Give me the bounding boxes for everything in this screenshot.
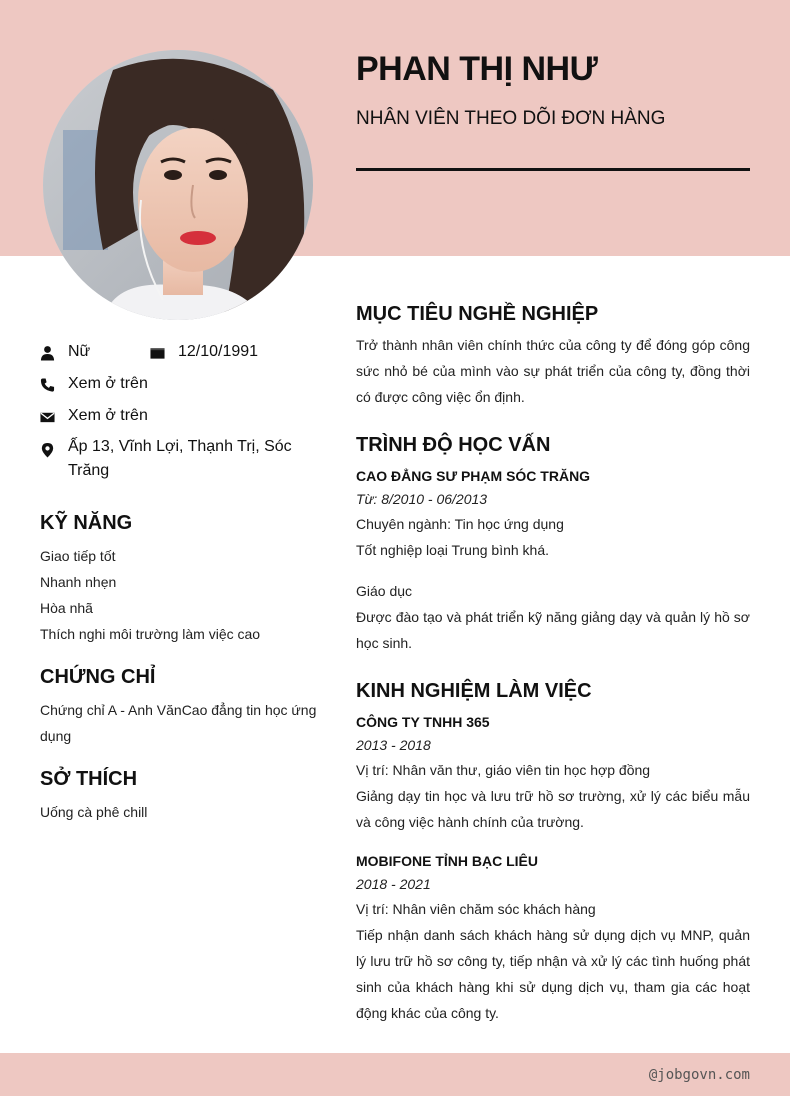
education-field: Giáo dục [356,583,413,599]
hobbies-text: Uống cà phê chill [40,804,148,820]
skill-item: Thích nghi môi trường làm việc cao [40,626,261,642]
info-birthday [150,343,258,361]
calendar-icon [150,345,165,361]
skill-item: Hòa nhã [40,600,93,616]
experience-heading: KINH NGHIỆM LÀM VIỆC [356,680,592,702]
job-position: Vị trí: Nhân viên chăm sóc khách hàng [356,901,596,917]
title-divider [356,168,750,171]
job-period: 2018 - 2021 [356,876,431,892]
email-value: Xem ở trên [68,407,148,424]
gender-value: Nữ [68,343,91,360]
education-period: Từ: 8/2010 - 06/2013 [356,491,488,507]
info-phone [40,375,148,393]
info-address [40,439,300,483]
education-major: Chuyên ngành: Tin học ứng dụng [356,516,564,532]
envelope-icon [40,409,55,425]
footer-watermark: @jobgovn.com [648,1067,750,1083]
objective-heading: MỤC TIÊU NGHỀ NGHIỆP [356,303,599,325]
candidate-name: PHAN THỊ NHƯ [356,50,598,88]
info-gender [40,343,90,361]
job-period: 2013 - 2018 [356,737,431,753]
phone-value: Xem ở trên [68,375,148,392]
certificates-heading: CHỨNG CHỈ [40,666,156,688]
job-company: CÔNG TY TNHH 365 [356,714,490,730]
education-graduation: Tốt nghiệp loại Trung bình khá. [356,542,550,558]
skill-item: Giao tiếp tốt [40,548,116,564]
education-heading: TRÌNH ĐỘ HỌC VẤN [356,434,551,456]
job-description: Tiếp nhận danh sách khách hàng sử dụng dịch vụ MNP, quản lý lưu trữ hồ sơ công ty, tiếp nhận và xử lý các tình huống phát sinh của khách hàng khi sử dụng dịch vụ, tham gia các hoạt động khác của công ty. [356,927,750,1021]
objective-text: Trở thành nhân viên chính thức của công ty để đóng góp công sức nhỏ bé của mình vào sự phát triển của công ty, đồng thời có được công việc ổn định. [356,337,750,405]
profile-photo [43,50,313,320]
phone-icon [40,377,55,393]
job-position: Vị trí: Nhân văn thư, giáo viên tin học hợp đồng [356,762,651,778]
candidate-job-title: NHÂN VIÊN THEO DÕI ĐƠN HÀNG [356,108,666,129]
location-pin-icon [40,442,55,458]
skills-heading: KỸ NĂNG [40,512,133,534]
birthday-value: 12/10/1991 [178,343,259,360]
hobbies-heading: SỞ THÍCH [40,768,138,790]
certificates-text: Chứng chỉ A - Anh VănCao đẳng tin học ứng dụng [40,702,317,744]
job-description: Giảng dạy tin học và lưu trữ hồ sơ trường, xử lý các biểu mẫu và công việc hành chính của trường. [356,788,750,830]
skill-item: Nhanh nhẹn [40,574,117,590]
education-school: CAO ĐẲNG SƯ PHẠM SÓC TRĂNG [356,468,591,484]
education-description: Được đào tạo và phát triển kỹ năng giảng dạy và quản lý hồ sơ học sinh. [356,609,750,651]
info-email [40,407,148,425]
person-icon [40,345,55,361]
job-company: MOBIFONE TỈNH BẠC LIÊU [356,853,538,869]
address-value: Ấp 13, Vĩnh Lợi, Thạnh Trị, Sóc Trăng [68,438,292,479]
